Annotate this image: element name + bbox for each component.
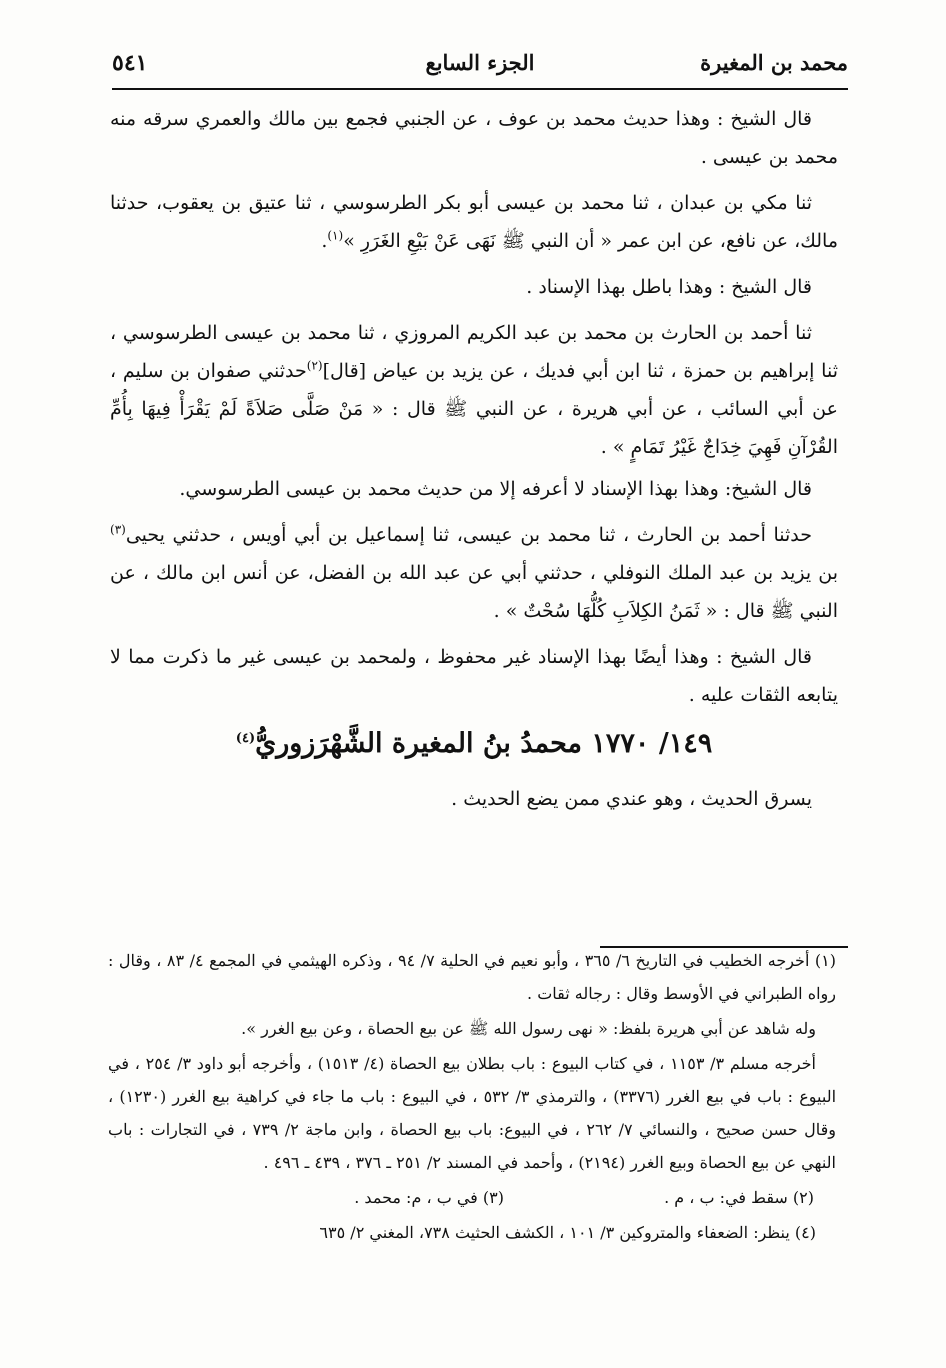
footnotes	[108, 944, 836, 1251]
paragraph-4	[110, 314, 838, 466]
footnote-pair	[108, 1181, 836, 1214]
paragraph-2-end: .	[321, 230, 328, 252]
paragraph-3: قال الشيخ : وهذا باطل بهذا الإسناد .	[526, 276, 812, 298]
footnote-ref-4: (٤)	[235, 731, 256, 746]
page-header	[112, 44, 848, 90]
footnote-4: (٤) ينظر: الضعفاء والمتروكين ٣/ ١٠١ ، الكشف الحثيث ٧٣٨، المغني ٢/ ٦٣٥	[319, 1223, 816, 1242]
paragraph-5: قال الشيخ: وهذا بهذا الإسناد لا أعرفه إلا من حديث محمد بن عيسى الطرسوسي.	[179, 478, 812, 500]
page-number: ٥٤١	[112, 50, 148, 76]
paragraph-8: يسرق الحديث ، وهو عندي ممن يضع الحديث .	[451, 788, 812, 810]
biography-heading	[110, 722, 838, 766]
footnote-3: (٣) في ب ، م: محمد .	[354, 1188, 504, 1207]
running-head-volume: الجزء السابع	[425, 50, 535, 75]
heading-text: ١٤٩/ ١٧٧٠ محمدُ بنُ المغيرة الشَّهْرَزوريُّ	[255, 728, 713, 759]
footnote-1: (١) أخرجه الخطيب في التاريخ ٦/ ٣٦٥ ، وأبو نعيم في الحلية ٧/ ٩٤ ، وذكره الهيثمي في المجمع ٤/ ٨٣ ، وقال : رواه الطبراني في الأوسط وقال : رجاله ثقات .	[108, 951, 836, 1003]
paragraph-4-cont: حدثني صفوان بن سليم ، عن أبي السائب ، عن أبي هريرة ، عن النبي ﷺ قال : « مَنْ صَلَّى صَلاَةً لَمْ يَقْرَأْ فِيهَا بِأُمِّ القُرْآنِ فَهِيَ خِدَاجٌ غَيْرُ تَمَامٍ » .	[110, 360, 838, 458]
paragraph-6-cont: بن يزيد بن عبد الملك النوفلي ، حدثني أبي عن عبد الله بن الفضل، عن أنس ابن مالك ، عن النبي ﷺ قال : « ثَمَنُ الكِلاَبِ كُلُّهَا سُحْتٌ » .	[110, 562, 838, 622]
running-head-title: محمد بن المغيرة	[700, 50, 848, 75]
footnote-1-takhrij: أخرجه مسلم ٣/ ١١٥٣ ، في كتاب البيوع : باب بطلان بيع الحصاة (٤/ ١٥١٣) ، وأخرجه أبو داود ٣/ ٢٥٤ ، في البيوع : باب في بيع الغرر (٣٣٧٦) ، والترمذي ٣/ ٥٣٢ ، في البيوع : باب ما جاء في كراهية بيع الغرر (١٢٣٠) ، وقال حسن صحيح ، والنسائي ٧/ ٢٦٢ ، في البيوع: باب بيع الحصاة ، وابن ماجة ٢/ ٧٣٩ ، في التجارات : باب النهي عن بيع الحصاة وبيع الغرر (٢١٩٤) ، وأحمد في المسند ٢/ ٢٥١ ـ ٣٧٦ ، ٤٣٩ ـ ٤٩٦ .	[108, 1054, 837, 1172]
footnote-ref-3: (٣)	[110, 522, 126, 537]
footnote-ref-1: (١)	[327, 228, 344, 243]
footnote-2: (٢) سقط في: ب ، م .	[664, 1188, 814, 1207]
paragraph-6-text: حدثنا أحمد بن الحارث ، ثنا محمد بن عيسى، ثنا إسماعيل بن أبي أويس ، حدثني يحيى	[125, 524, 812, 546]
paragraph-6	[110, 516, 838, 630]
footnote-ref-2: (٢)	[306, 358, 323, 373]
paragraph-2-text: ثنا مكي بن عبدان ، ثنا محمد بن عيسى أبو بكر الطرسوسي ، ثنا عتيق بن يعقوب، حدثنا مالك، عن نافع، عن ابن عمر « أن النبي ﷺ نَهَى عَنْ بَيْعِ الغَرَرِ »	[110, 192, 838, 252]
paragraph-7: قال الشيخ : وهذا أيضًا بهذا الإسناد غير محفوظ ، ولمحمد بن عيسى غير ما ذكرت مما لا يتابعه الثقات عليه .	[110, 646, 838, 706]
paragraph-4-text: ثنا أحمد بن الحارث بن محمد بن عبد الكريم المروزي ، ثنا محمد بن عيسى الطرسوسي ، ثنا إبراهيم بن حمزة ، ثنا ابن أبي فديك ، عن يزيد بن عياض [قال]	[110, 322, 838, 382]
paragraph-2	[110, 184, 838, 260]
main-text	[110, 100, 838, 826]
paragraph-1: قال الشيخ : وهذا حديث محمد بن عوف ، عن الجنبي فجمع بين مالك والعمري سرقه منه محمد بن عيسى .	[110, 108, 838, 168]
footnote-1-witness: وله شاهد عن أبي هريرة بلفظ: « نهى رسول الله ﷺ عن بيع الحصاة ، وعن بيع الغرر ».	[241, 1019, 816, 1038]
